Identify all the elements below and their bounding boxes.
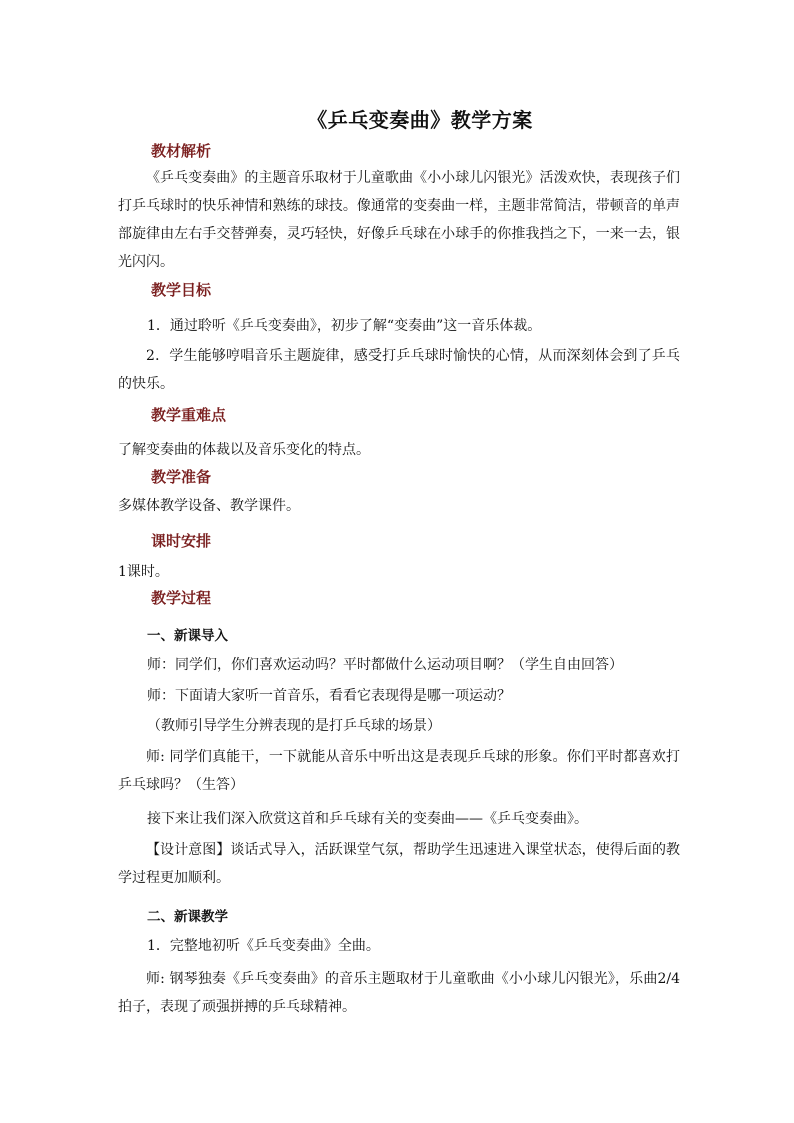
intro-line-5: 接下来让我们深入欣赏这首和乒乓球有关的变奏曲——《乒乓变奏曲》。	[147, 811, 588, 827]
subheading-new-lesson-intro: 一、新课导入	[147, 628, 228, 644]
intro-line-2: 师：下面请大家听一首音乐，看看它表现得是哪一项运动？	[147, 688, 511, 704]
intro-line-3: （教师引导学生分辨表现的是打乒乓球的场景）	[147, 718, 441, 734]
document-title: 《乒乓变奏曲》教学方案	[307, 108, 533, 132]
teaching-paragraph-2: 师: 钢琴独奏《乒乓变奏曲》的音乐主题取材于儿童歌曲《小小球儿闪银光》，乐曲2/4拍子，表现了顽强拼搏的乒乓球精神。	[118, 971, 680, 1015]
heading-key-difficulties: 教学重难点	[151, 406, 227, 424]
subheading-new-lesson-teaching: 二、新课教学	[147, 909, 228, 925]
heading-material-analysis: 教材解析	[151, 142, 212, 160]
heading-preparation: 教学准备	[151, 468, 212, 486]
heading-teaching-process: 教学过程	[151, 589, 212, 607]
heading-schedule: 课时安排	[151, 532, 212, 550]
intro-paragraph-4: 师: 同学们真能干，一下就能从音乐中听出这是表现乒乓球的形象。你们平时都喜欢打乒乓球吗？（生答）	[118, 749, 680, 793]
intro-line-1: 师：同学们，你们喜欢运动吗？平时都做什么运动项目啊？（学生自由回答）	[147, 657, 623, 673]
key-difficulties-text: 了解变奏曲的体裁以及音乐变化的特点。	[118, 442, 370, 458]
design-intent-paragraph: 【设计意图】谈话式导入，活跃课堂气氛，帮助学生迅速进入课堂状态，使得后面的教学过程更加顺利。	[118, 842, 680, 886]
schedule-text: 1课时。	[118, 564, 169, 580]
material-analysis-paragraph: 《乒乓变奏曲》的主题音乐取材于儿童歌曲《小小球儿闪银光》活泼欢快，表现孩子们打乒乓球时的快乐神情和熟练的球技。像通常的变奏曲一样，主题非常简洁，带顿音的单声部旋律由左右手交替弹奏，灵巧轻快，好像乒乓球在小球手的你推我挡之下，一来一去，银光闪闪。	[118, 170, 680, 270]
goal-item-1: 1．通过聆听《乒乓变奏曲》，初步了解“变奏曲”这一音乐体裁。	[147, 318, 542, 334]
preparation-text: 多媒体教学设备、教学课件。	[118, 498, 300, 514]
goal-item-2: 2．学生能够哼唱音乐主题旋律，感受打乒乓球时愉快的心情，从而深刻体会到了乒乓的快乐。	[118, 348, 680, 392]
heading-teaching-goals: 教学目标	[151, 281, 212, 299]
teaching-line-1: 1．完整地初听《乒乓变奏曲》全曲。	[147, 938, 380, 954]
